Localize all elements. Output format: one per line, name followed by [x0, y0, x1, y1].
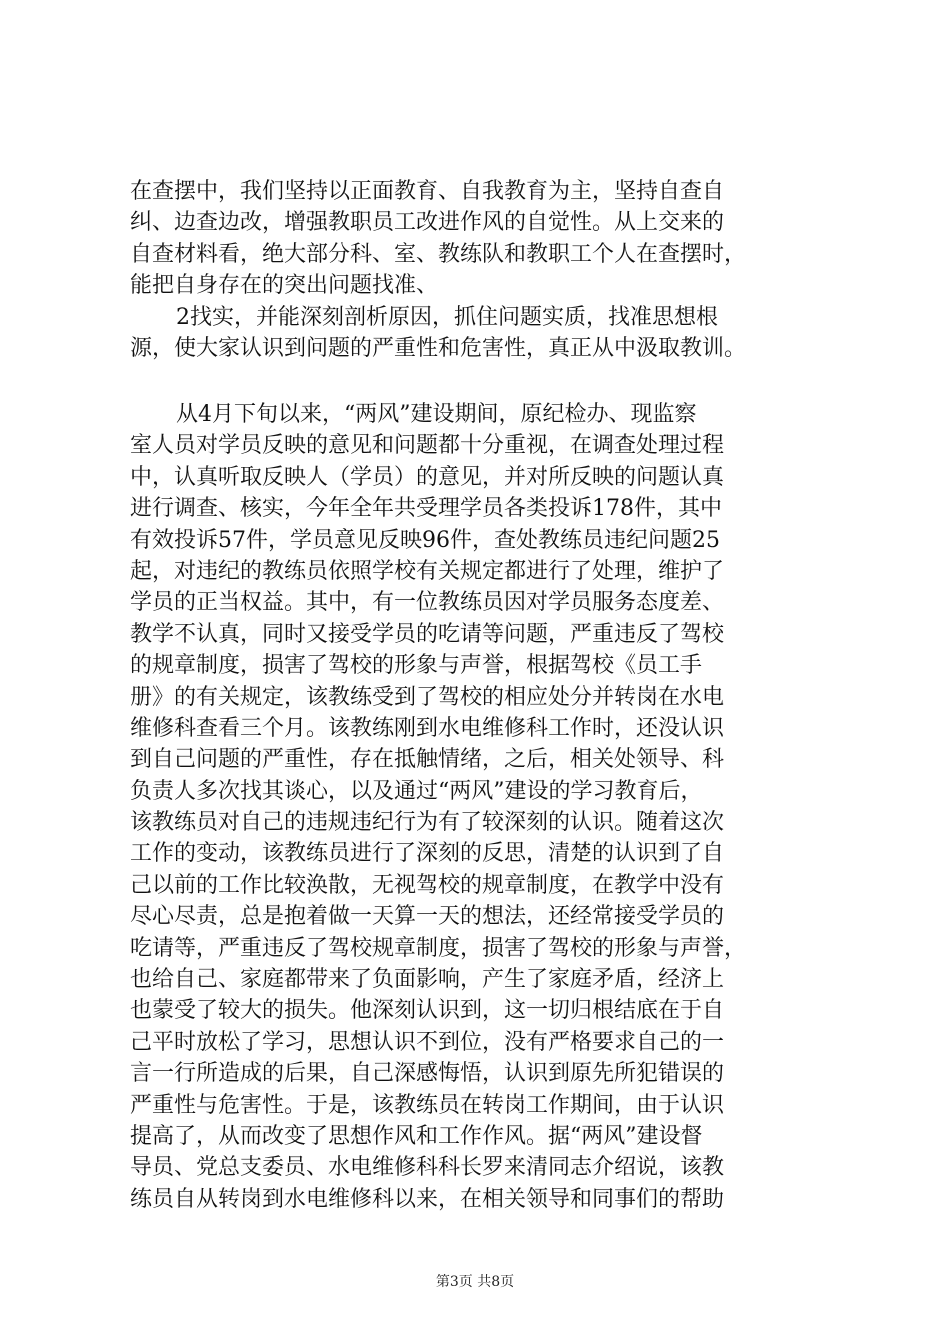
text-line: 言一行所造成的后果，自己深感悔悟，认识到原先所犯错误的	[130, 1061, 725, 1087]
paragraph-2	[130, 302, 830, 365]
text-line: 己以前的工作比较涣散，无视驾校的规章制度，在教学中没有	[130, 872, 725, 898]
text-line: 教学不认真，同时又接受学员的吃请等问题，严重违反了驾校	[130, 621, 725, 647]
text-line: 工作的变动，该教练员进行了深刻的反思，清楚的认识到了自	[130, 841, 725, 867]
text-line: 也给自己、家庭都带来了负面影响，产生了家庭矛盾，经济上	[130, 967, 725, 993]
text-line: 也蒙受了较大的损失。他深刻认识到，这一切归根结底在于自	[130, 998, 725, 1024]
text-line: 中，认真听取反映人（学员）的意见，并对所反映的问题认真	[130, 464, 725, 490]
text-line: 室人员对学员反映的意见和问题都十分重视，在调查处理过程	[130, 433, 725, 459]
text-line: 有效投诉57件，学员意见反映96件，查处教练员违纪问题25	[130, 527, 720, 553]
text-line: 该教练员对自己的违规违纪行为有了较深刻的认识。随着这次	[130, 810, 725, 836]
text-line: 学员的正当权益。其中，有一位教练员因对学员服务态度差、	[130, 590, 725, 616]
text-line: 导员、党总支委员、水电维修科科长罗来清同志介绍说，该教	[130, 1155, 725, 1181]
text-line: 2找实，并能深刻剖析原因，抓住问题实质，找准思想根	[176, 305, 718, 330]
text-line: 册》的有关规定，该教练受到了驾校的相应处分并转岗在水电	[130, 684, 725, 710]
paragraph-1	[130, 176, 830, 302]
text-line: 练员自从转岗到水电维修科以来，在相关领导和同事们的帮助	[130, 1186, 725, 1212]
text-line: 己平时放松了学习，思想认识不到位，没有严格要求自己的一	[130, 1029, 725, 1055]
text-line: 纠、边查边改，增强教职员工改进作风的自觉性。从上交来的	[130, 210, 725, 236]
text-line: 能把自身存在的突出问题找准、	[130, 273, 439, 299]
text-line: 维修科查看三个月。该教练刚到水电维修科工作时，还没认识	[130, 715, 725, 741]
text-line: 从4月下旬以来，“两风”建设期间，原纪检办、现监察	[176, 402, 697, 427]
page-footer	[0, 1272, 950, 1292]
text-line: 源，使大家认识到问题的严重性和危害性，真正从中汲取教训。	[130, 336, 747, 362]
text-line: 在查摆中，我们坚持以正面教育、自我教育为主，坚持自查自	[130, 179, 725, 204]
text-line: 吃请等，严重违反了驾校规章制度，损害了驾校的形象与声誉，	[130, 935, 747, 961]
text-line: 到自己问题的严重性，存在抵触情绪，之后，相关处领导、科	[130, 747, 725, 773]
text-line: 的规章制度，损害了驾校的形象与声誉，根据驾校《员工手	[130, 653, 703, 679]
paragraph-3	[130, 399, 830, 1215]
text-line: 尽心尽责，总是抱着做一天算一天的想法，还经常接受学员的	[130, 904, 725, 930]
text-line: 负责人多次找其谈心，以及通过“两风”建设的学习教育后，	[130, 778, 703, 804]
text-line: 进行调查、核实，今年全年共受理学员各类投诉178件，其中	[130, 496, 722, 522]
page-number-label: 第3页 共8页	[435, 1274, 515, 1290]
text-line: 起，对违纪的教练员依照学校有关规定都进行了处理，维护了	[130, 558, 725, 584]
text-line: 自查材料看，绝大部分科、室、教练队和教职工个人在查摆时，	[130, 241, 747, 267]
text-line: 严重性与危害性。于是，该教练员在转岗工作期间，由于认识	[130, 1092, 725, 1118]
text-line: 提高了，从而改变了思想作风和工作作风。据“两风”建设督	[130, 1123, 703, 1149]
